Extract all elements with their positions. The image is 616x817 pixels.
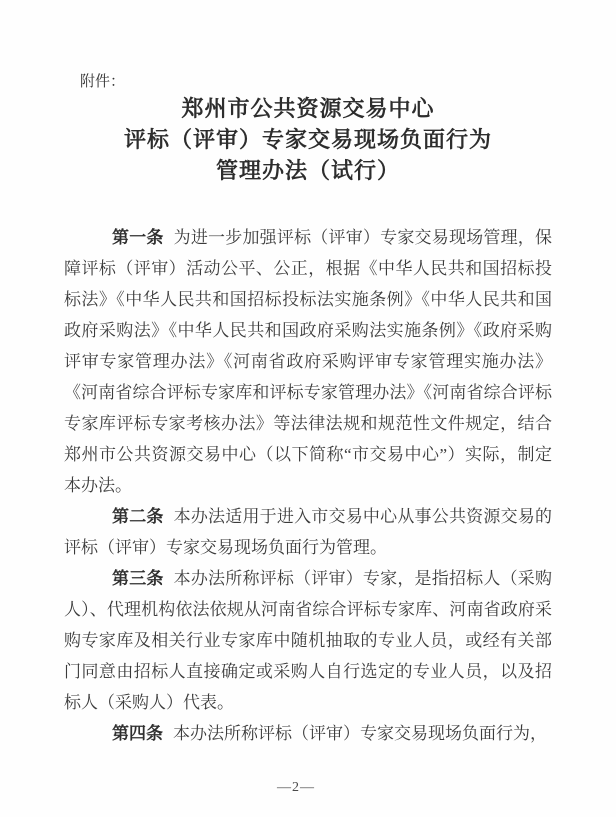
article-1-text: 为进一步加强评标（评审）专家交易现场管理，保障评标（评审）活动公平、公正，根据《中华人民共和国招标投标法》《中华人民共和国招标投标法实施条例》《中华人民共和国政府采购法》《中华人民共和国政府采购法实施条例》《政府采购评审专家管理办法》《河南省政府采购评审专家管理实施办法》《河南省综合评标专家库和评标专家管理办法》《河南省综合评标专家库评标专家考核办法》等法律法规和规范性文件规定，结合郑州市公共资源交易中心（以下简称“市交易中心”）实际，制定本办法。 (64, 228, 552, 495)
article-3-number: 第三条 (112, 569, 164, 588)
page-number: —2— (277, 780, 315, 795)
paragraph-article-2 (64, 501, 552, 563)
document-title (0, 93, 616, 186)
title-line-2: 评标（评审）专家交易现场负面行为 (123, 127, 492, 152)
article-3-text: 本办法所称评标（评审）专家，是指招标人（采购人）、代理机构依法依规从河南省综合评标专家库、河南省政府采购专家库及相关行业专家库中随机抽取的专业人员，或经有关部门同意由招标人直接确定或采购人自行选定的专业人员，以及招标人（采购人）代表。 (64, 569, 552, 712)
paragraph-article-3 (64, 563, 552, 718)
article-2-text: 本办法适用于进入市交易中心从事公共资源交易的评标（评审）专家交易现场负面行为管理。 (64, 507, 552, 557)
paragraph-article-1 (64, 222, 552, 501)
paragraph-article-4 (64, 718, 552, 749)
attachment-label: 附件： (80, 74, 126, 90)
title-line-1: 郑州市公共资源交易中心 (181, 96, 435, 121)
article-2-number: 第二条 (112, 507, 164, 526)
title-line-3: 管理办法（试行） (215, 158, 400, 183)
article-1-number: 第一条 (112, 228, 164, 247)
article-4-number: 第四条 (112, 724, 163, 743)
document-body (64, 222, 552, 749)
article-4-text: 本办法所称评标（评审）专家交易现场负面行为， (173, 724, 547, 743)
